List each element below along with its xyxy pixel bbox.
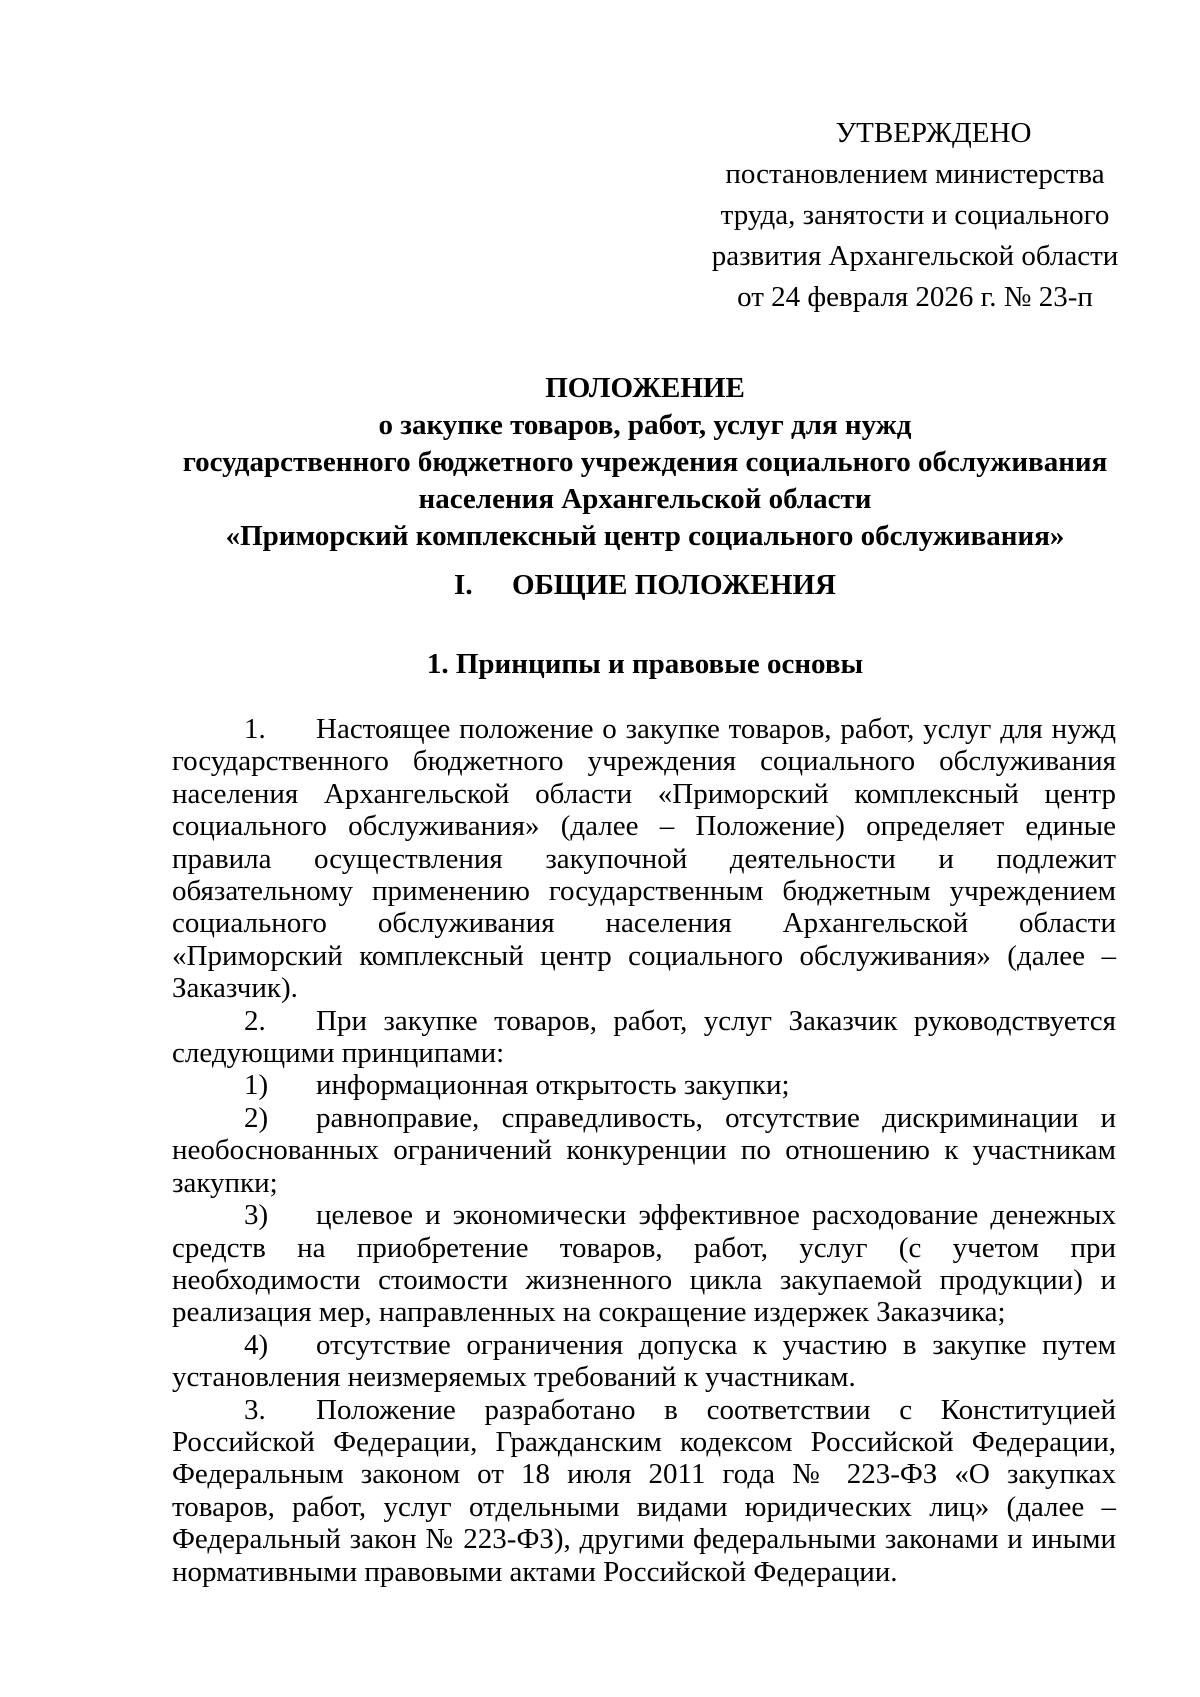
list-item bbox=[172, 1102, 1116, 1199]
list-item bbox=[172, 1199, 1116, 1329]
list-item-marker: 1) bbox=[244, 1069, 269, 1102]
list-item bbox=[172, 1329, 1116, 1394]
paragraph-marker: 2. bbox=[244, 1004, 266, 1037]
paragraph-marker: 3. bbox=[244, 1393, 266, 1426]
subsection-heading: 1. Принципы и правовые основы bbox=[426, 648, 864, 680]
section-number: I. bbox=[454, 569, 473, 601]
document-title bbox=[130, 370, 1160, 555]
list-item-text: равноправие, справедливость, отсутствие дискриминации и необоснованных ограничений конкуренции по отношению к участникам закупки; bbox=[172, 1101, 1116, 1199]
paragraph bbox=[172, 713, 1116, 1005]
list-item-text: отсутствие ограничения допуска к участию в закупке путем установления неизмеряемых требований к участникам. bbox=[172, 1328, 1116, 1394]
document-title-line: государственного бюджетного учреждения социального обслуживания bbox=[182, 446, 1108, 478]
list-item-text: информационная открытость закупки; bbox=[316, 1069, 790, 1102]
list-item bbox=[172, 1069, 1116, 1101]
approval-title: УТВЕРЖДЕНО bbox=[835, 117, 1032, 149]
paragraph bbox=[172, 1005, 1116, 1070]
paragraph-text: При закупке товаров, работ, услуг Заказчик руководствуется следующими принципами: bbox=[172, 1004, 1116, 1070]
approval-stamp bbox=[700, 113, 1130, 318]
document-title-line: о закупке товаров, работ, услуг для нужд bbox=[378, 409, 912, 441]
section-heading bbox=[130, 567, 1160, 604]
paragraph-marker: 1. bbox=[244, 713, 266, 745]
approval-line: постановлением министерства bbox=[725, 158, 1105, 190]
document-title-line: ПОЛОЖЕНИЕ bbox=[545, 372, 745, 404]
section-title: ОБЩИЕ ПОЛОЖЕНИЯ bbox=[512, 569, 836, 601]
list-item-marker: 2) bbox=[244, 1101, 269, 1134]
document-body bbox=[172, 713, 1116, 1588]
document-title-line: «Приморский комплексный центр социального обслуживания» bbox=[225, 520, 1065, 552]
approval-date-line: от 24 февраля 2026 г. № 23-п bbox=[737, 281, 1093, 313]
paragraph bbox=[172, 1394, 1116, 1588]
paragraph-text: Положение разработано в соответствии с Конституцией Российской Федерации, Гражданским кодексом Российской Федерации, Федеральным законом от 18 июля 2011 года № 223-ФЗ «О закупках товаров, работ, услуг отдельными видами юридических лиц» (далее – Федеральный закон № 223-ФЗ), другими федеральными законами и иными нормативными правовыми актами Российской Федерации. bbox=[172, 1393, 1116, 1588]
document-title-line: населения Архангельской области bbox=[418, 483, 872, 515]
list-item-text: целевое и экономически эффективное расходование денежных средств на приобретение товаров, работ, услуг (с учетом при необходимости стоимости жизненного цикла закупаемой продукции) и реализация мер, направленных на сокращение издержек Заказчика; bbox=[172, 1199, 1116, 1329]
list-item-marker: 4) bbox=[244, 1328, 269, 1361]
paragraph-text: Настоящее положение о закупке товаров, работ, услуг для нужд государственного бюджетного учреждения социального обслуживания населения Архангельской области «Приморский комплексный центр социального обслуживания» (далее – Положение) определяет единые правила осуществления закупочной деятельности и подлежит обязательному применению государственным бюджетным учреждением социального обслуживания населения Архангельской области «Приморский комплексный центр социального обслуживания» (далее – Заказчик). bbox=[172, 713, 1116, 1005]
approval-line: развития Архангельской области bbox=[711, 240, 1119, 272]
list-item-marker: 3) bbox=[244, 1199, 269, 1232]
approval-line: труда, занятости и социального bbox=[720, 199, 1110, 231]
